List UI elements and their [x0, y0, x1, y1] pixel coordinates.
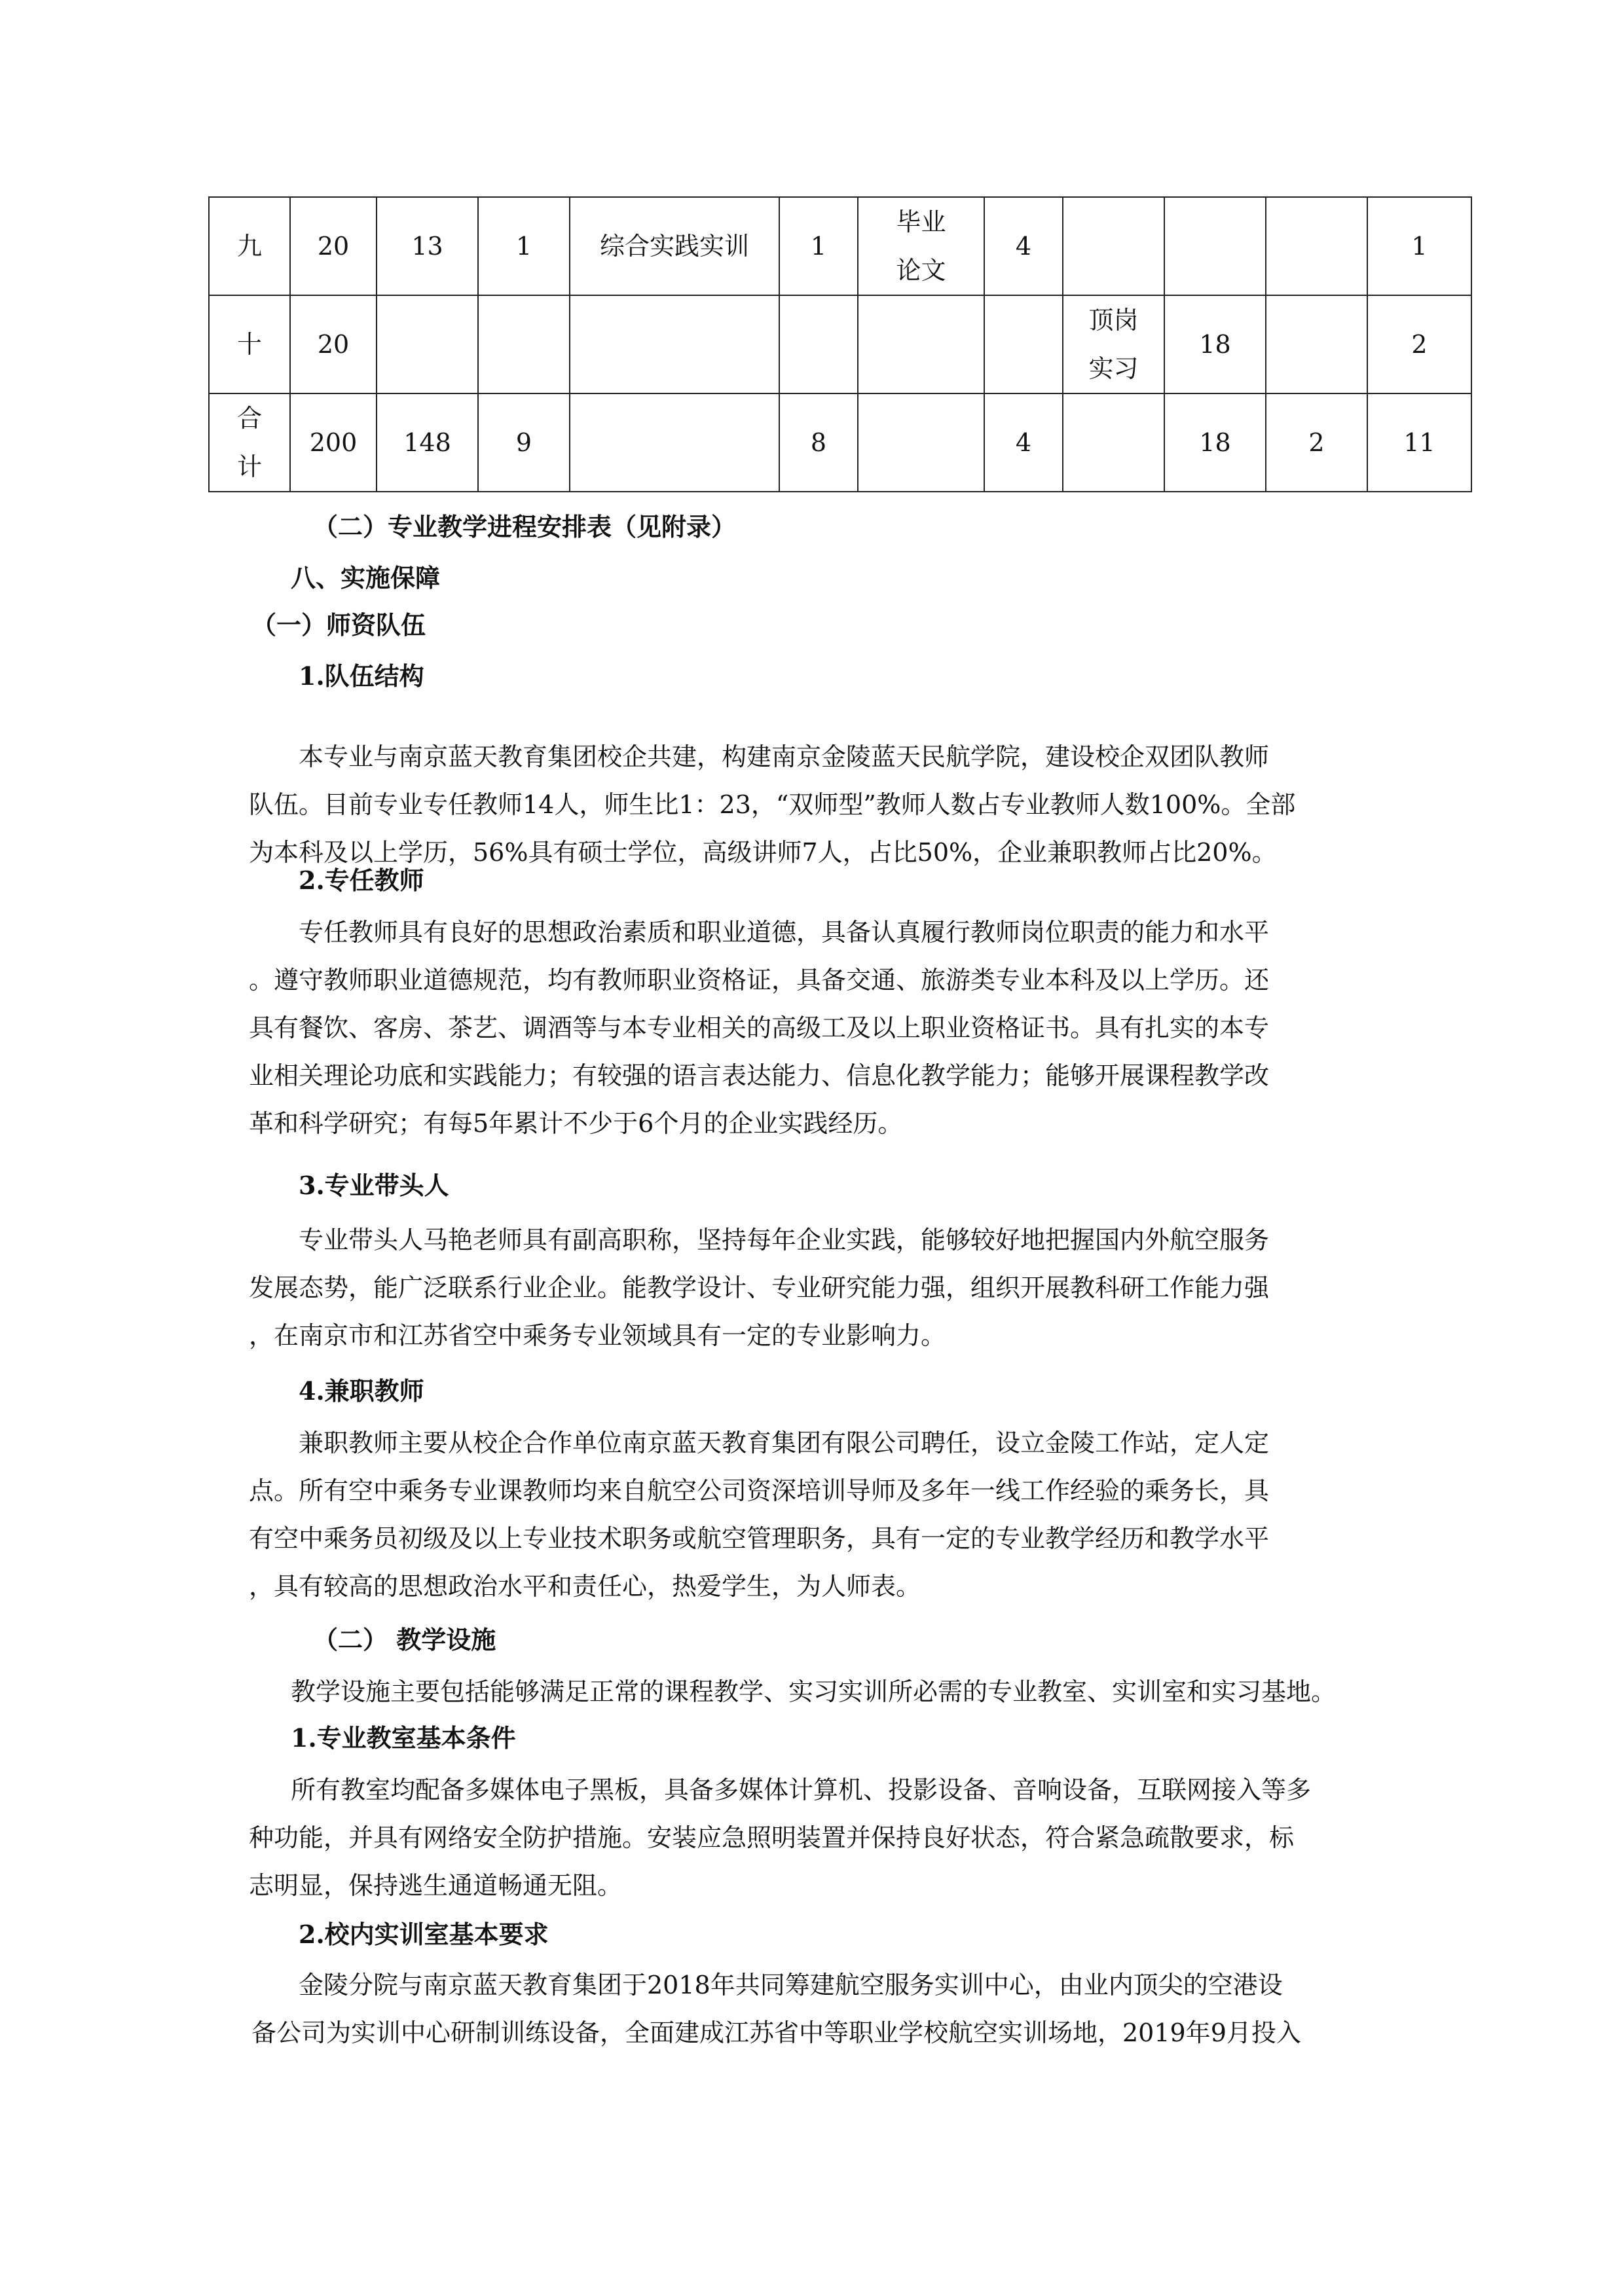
text-line: 专业带头人马艳老师具有副高职称，坚持每年企业实践，能够较好地把握国内外航空服务 — [299, 1226, 1270, 1254]
paragraph-structure — [249, 733, 1467, 877]
text-line: 金陵分院与南京蓝天教育集团于2018年共同筹建航空服务实训中心，由业内顶尖的空港设 — [299, 1971, 1283, 1999]
text-line: 发展态势，能广泛联系行业企业。能教学设计、专业研究能力强，组织开展教科研工作能力强 — [249, 1273, 1270, 1302]
table-cell: 148 — [377, 393, 478, 492]
table-cell: 1 — [1367, 197, 1471, 295]
heading-classroom: 1.专业教室基本条件 — [291, 1723, 516, 1753]
paragraph-leader — [249, 1216, 1467, 1360]
text-line: 种功能，并具有网络安全防护措施。安装应急照明装置并保持良好状态，符合紧急疏散要求，标 — [249, 1823, 1295, 1852]
table-cell — [1266, 295, 1367, 393]
table-cell: 九 — [209, 197, 290, 295]
schedule-table — [208, 196, 1472, 492]
table-cell — [377, 295, 478, 393]
paragraph-lab — [249, 1961, 1467, 2057]
heading-implementation: 八、实施保障 — [291, 563, 441, 592]
table-cell — [858, 393, 984, 492]
paragraph-fulltime — [249, 909, 1467, 1148]
table-cell: 十 — [209, 295, 290, 393]
text-line: 具有餐饮、客房、茶艺、调酒等与本专业相关的高级工及以上职业资格证书。具有扎实的本专 — [249, 1013, 1270, 1042]
table-cell: 18 — [1164, 295, 1266, 393]
table-cell — [1063, 197, 1164, 295]
table-cell: 4 — [984, 197, 1063, 295]
table-cell — [1063, 393, 1164, 492]
heading-teachers: （一）师资队伍 — [251, 610, 426, 640]
heading-leader: 3.专业带头人 — [299, 1171, 449, 1200]
paragraph-parttime — [249, 1419, 1467, 1611]
text-line: 专任教师具有良好的思想政治素质和职业道德，具备认真履行教师岗位职责的能力和水平 — [299, 918, 1270, 947]
heading-parttime: 4.兼职教师 — [299, 1376, 424, 1406]
text-line: 革和科学研究；有每5年累计不少于6个月的企业实践经历。 — [249, 1109, 903, 1138]
table-cell — [858, 295, 984, 393]
heading-schedule: （二）专业教学进程安排表（见附录） — [313, 512, 737, 541]
paragraph-facilities — [291, 1668, 1509, 1716]
heading-lab: 2.校内实训室基本要求 — [299, 1920, 549, 1949]
table-cell: 20 — [290, 295, 377, 393]
table-row — [209, 295, 1471, 393]
paragraph-classroom — [249, 1766, 1467, 1910]
text-line: 本专业与南京蓝天教育集团校企共建，构建南京金陵蓝天民航学院，建设校企双团队教师 — [299, 742, 1270, 771]
text-line: 。遵守教师职业道德规范，均有教师职业资格证，具备交通、旅游类专业本科及以上学历。还 — [249, 966, 1270, 994]
heading-facilities: （二） 教学设施 — [313, 1625, 496, 1654]
table-cell: 综合实践实训 — [570, 197, 779, 295]
table-cell: 1 — [478, 197, 570, 295]
text-line: 点。所有空中乘务专业课教师均来自航空公司资深培训导师及多年一线工作经验的乘务长，具 — [249, 1476, 1270, 1505]
table-cell: 20 — [290, 197, 377, 295]
text-line: ，在南京市和江苏省空中乘务专业领域具有一定的专业影响力。 — [249, 1321, 946, 1350]
text-line: 为本科及以上学历，56%具有硕士学位，高级讲师7人，占比50%，企业兼职教师占比20%。 — [249, 838, 1277, 867]
table-cell: 4 — [984, 393, 1063, 492]
table-cell: 合 计 — [209, 393, 290, 492]
table-cell: 9 — [478, 393, 570, 492]
text-line: ，具有较高的思想政治水平和责任心，热爱学生，为人师表。 — [249, 1572, 921, 1601]
text-line: 业相关理论功底和实践能力；有较强的语言表达能力、信息化教学能力；能够开展课程教学改 — [249, 1061, 1270, 1090]
table-cell — [1164, 197, 1266, 295]
table-cell: 8 — [779, 393, 858, 492]
table-cell: 毕业 论文 — [858, 197, 984, 295]
table-cell — [570, 295, 779, 393]
table-cell — [779, 295, 858, 393]
table-cell — [478, 295, 570, 393]
text-line: 兼职教师主要从校企合作单位南京蓝天教育集团有限公司聘任，设立金陵工作站，定人定 — [299, 1429, 1270, 1457]
text-line: 教学设施主要包括能够满足正常的课程教学、实习实训所必需的专业教室、实训室和实习基地。 — [291, 1677, 1337, 1706]
text-line: 队伍。目前专业专任教师14人，师生比1：23，“双师型”教师人数占专业教师人数100%。全部 — [249, 790, 1296, 819]
heading-structure: 1.队伍结构 — [299, 661, 424, 691]
text-line: 备公司为实训中心研制训练设备，全面建成江苏省中等职业学校航空实训场地，2019年9月投入 — [251, 2018, 1301, 2047]
text-line: 有空中乘务员初级及以上专业技术职务或航空管理职务，具有一定的专业教学经历和教学水平 — [249, 1524, 1270, 1553]
table-cell: 2 — [1266, 393, 1367, 492]
table-cell — [984, 295, 1063, 393]
text-line: 所有教室均配备多媒体电子黑板，具备多媒体计算机、投影设备、音响设备，互联网接入等多 — [291, 1776, 1312, 1804]
table-cell — [1266, 197, 1367, 295]
table-row — [209, 197, 1471, 295]
table-cell: 2 — [1367, 295, 1471, 393]
table-row — [209, 393, 1471, 492]
table-cell: 顶岗 实习 — [1063, 295, 1164, 393]
table-cell: 18 — [1164, 393, 1266, 492]
heading-fulltime: 2.专任教师 — [299, 866, 424, 895]
table-cell — [570, 393, 779, 492]
table-cell: 200 — [290, 393, 377, 492]
table-cell: 1 — [779, 197, 858, 295]
text-line: 志明显，保持逃生通道畅通无阻。 — [249, 1871, 623, 1900]
table-cell: 11 — [1367, 393, 1471, 492]
table-cell: 13 — [377, 197, 478, 295]
